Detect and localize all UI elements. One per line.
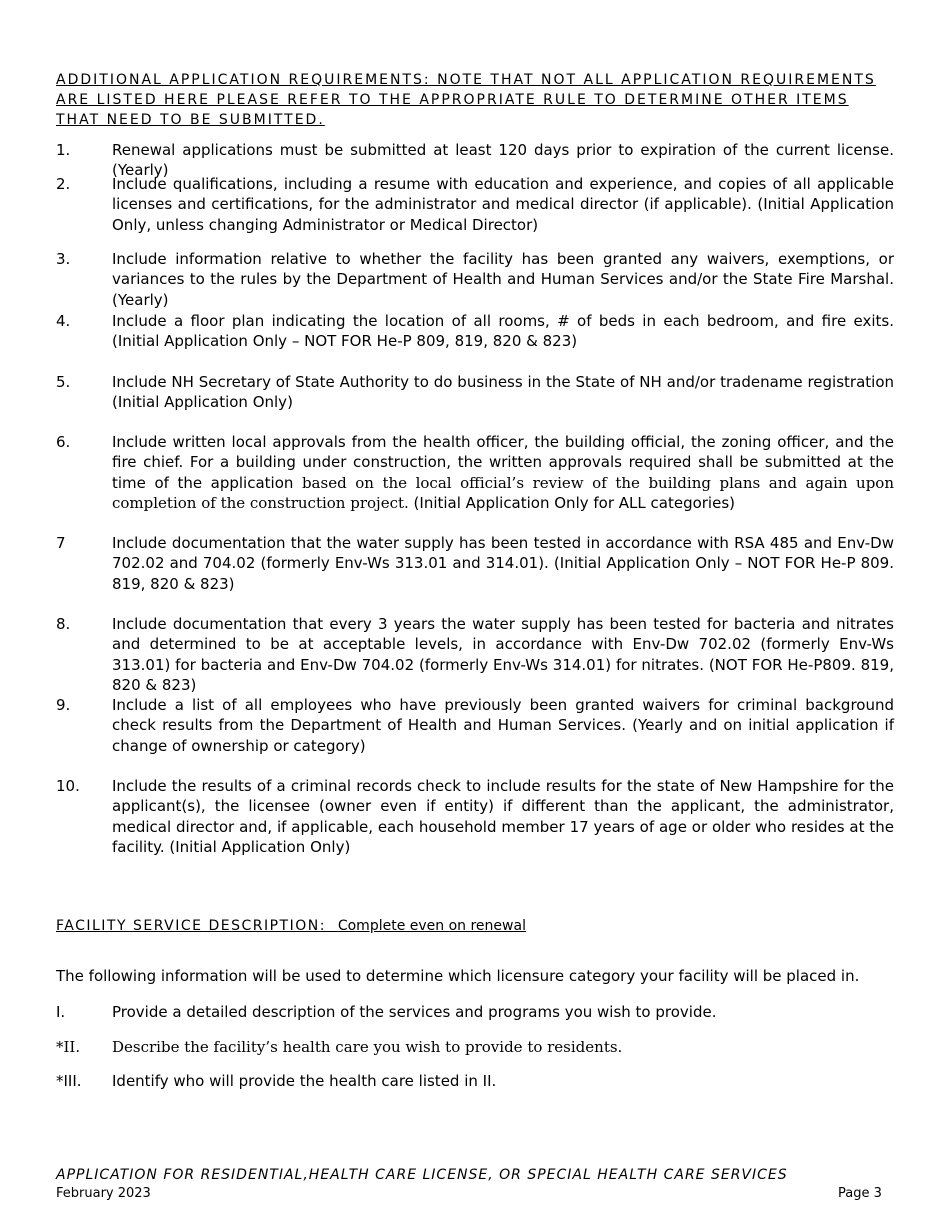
- requirement-item-7: [56, 533, 894, 594]
- item-text: Identify who will provide the health care listed in II.: [112, 1072, 497, 1090]
- item-text: Provide a detailed description of the services and programs you wish to provide.: [112, 1003, 717, 1021]
- item-number: 5.: [56, 373, 71, 391]
- service-item-2: [56, 1037, 894, 1057]
- facility-service-intro: The following information will be used to determine which licensure category your facility will be placed in.: [56, 967, 860, 985]
- item-text: Include documentation that the water supply has been tested in accordance with RSA 485 and Env-Dw 702.02 and 704.02 (formerly Env-Ws 313.01 and 314.01). (Initial Application Only – NOT FOR He-P 809. 819, 820 & 823): [112, 534, 894, 593]
- requirement-item-5: [56, 372, 894, 413]
- requirement-item-10: [56, 776, 894, 858]
- requirement-item-6: [56, 432, 894, 514]
- item-text: [112, 432, 894, 514]
- item-text-part-a: Include written local approvals from the health officer, the building official, the zoning officer, and the fire chief. For a building under construction, the written approvals required shall be submitted at the time of the application: [112, 433, 894, 492]
- item-number: 6.: [56, 433, 71, 451]
- item-number: 9.: [56, 696, 71, 714]
- item-text-part-b: based on the local official’s review of the building plans and again upon completion of the construction project.: [112, 473, 894, 513]
- item-text-part-c: (Initial Application Only for ALL categories): [413, 494, 735, 513]
- item-number: 2.: [56, 175, 71, 193]
- item-number: 10.: [56, 777, 80, 795]
- footer-title: APPLICATION FOR RESIDENTIAL,HEALTH CARE LICENSE, OR SPECIAL HEALTH CARE SERVICES: [56, 1167, 788, 1183]
- service-item-3: [56, 1071, 894, 1091]
- facility-service-heading: [56, 916, 896, 936]
- item-number: 8.: [56, 615, 71, 633]
- item-number: 1.: [56, 141, 71, 159]
- item-text: Include a floor plan indicating the location of all rooms, # of beds in each bedroom, and fire exits. (Initial Application Only – NOT FOR He-P 809, 819, 820 & 823): [112, 312, 894, 351]
- requirement-item-3: [56, 249, 894, 310]
- item-number: I.: [56, 1003, 66, 1021]
- requirement-item-9: [56, 695, 894, 756]
- item-text: Renewal applications must be submitted at least 120 days prior to expiration of the current license. (Yearly): [112, 141, 894, 180]
- additional-requirements-heading: ADDITIONAL APPLICATION REQUIREMENTS: NOTE THAT NOT ALL APPLICATION REQUIREMENTS ARE LISTED HERE PLEASE REFER TO THE APPROPRIATE RULE TO DETERMINE OTHER ITEMS THAT NEED TO BE SUBMITTED.: [56, 72, 876, 128]
- facility-service-heading-title: FACILITY SERVICE DESCRIPTION:: [56, 918, 326, 934]
- item-text: Include documentation that every 3 years the water supply has been tested for bacteria and nitrates and determined to be at acceptable levels, in accordance with Env-Dw 702.02 (formerly Env-Ws 313.01) for bacteria and Env-Dw 704.02 (formerly Env-Ws 314.01) for nitrates. (NOT FOR He-P809. 819, 820 & 823): [112, 615, 894, 695]
- item-text: Describe the facility’s health care you wish to provide to residents.: [112, 1038, 623, 1056]
- item-text: Include NH Secretary of State Authority to do business in the State of NH and/or tradename registration (Initial Application Only): [112, 373, 894, 412]
- service-item-1: [56, 1002, 894, 1022]
- item-text: Include the results of a criminal records check to include results for the state of New Hampshire for the applicant(s), the licensee (owner even if entity) if different than the applicant, the administrator, medical director and, if applicable, each household member 17 years of age or older who resides at the facility. (Initial Application Only): [112, 777, 894, 857]
- requirement-item-8: [56, 614, 894, 696]
- item-text: Include a list of all employees who have previously been granted waivers for criminal background check results from the Department of Health and Human Services. (Yearly and on initial application if change of ownership or category): [112, 696, 894, 755]
- requirement-item-4: [56, 311, 894, 352]
- item-number: 4.: [56, 312, 71, 330]
- requirement-item-2: [56, 174, 894, 235]
- item-number: 7: [56, 534, 66, 552]
- facility-service-heading-note: Complete even on renewal: [337, 918, 526, 934]
- item-number: *II.: [56, 1038, 81, 1056]
- footer-page-number: Page 3: [838, 1186, 882, 1201]
- item-text: Include information relative to whether the facility has been granted any waivers, exemptions, or variances to the rules by the Department of Health and Human Services and/or the State Fire Marshal. (Yearly): [112, 250, 894, 309]
- item-number: *III.: [56, 1072, 82, 1090]
- item-text: Include qualifications, including a resume with education and experience, and copies of all applicable licenses and certifications, for the administrator and medical director (if applicable). (Initial Application Only, unless changing Administrator or Medical Director): [112, 175, 894, 234]
- item-number: 3.: [56, 250, 71, 268]
- footer-date: February 2023: [56, 1186, 151, 1201]
